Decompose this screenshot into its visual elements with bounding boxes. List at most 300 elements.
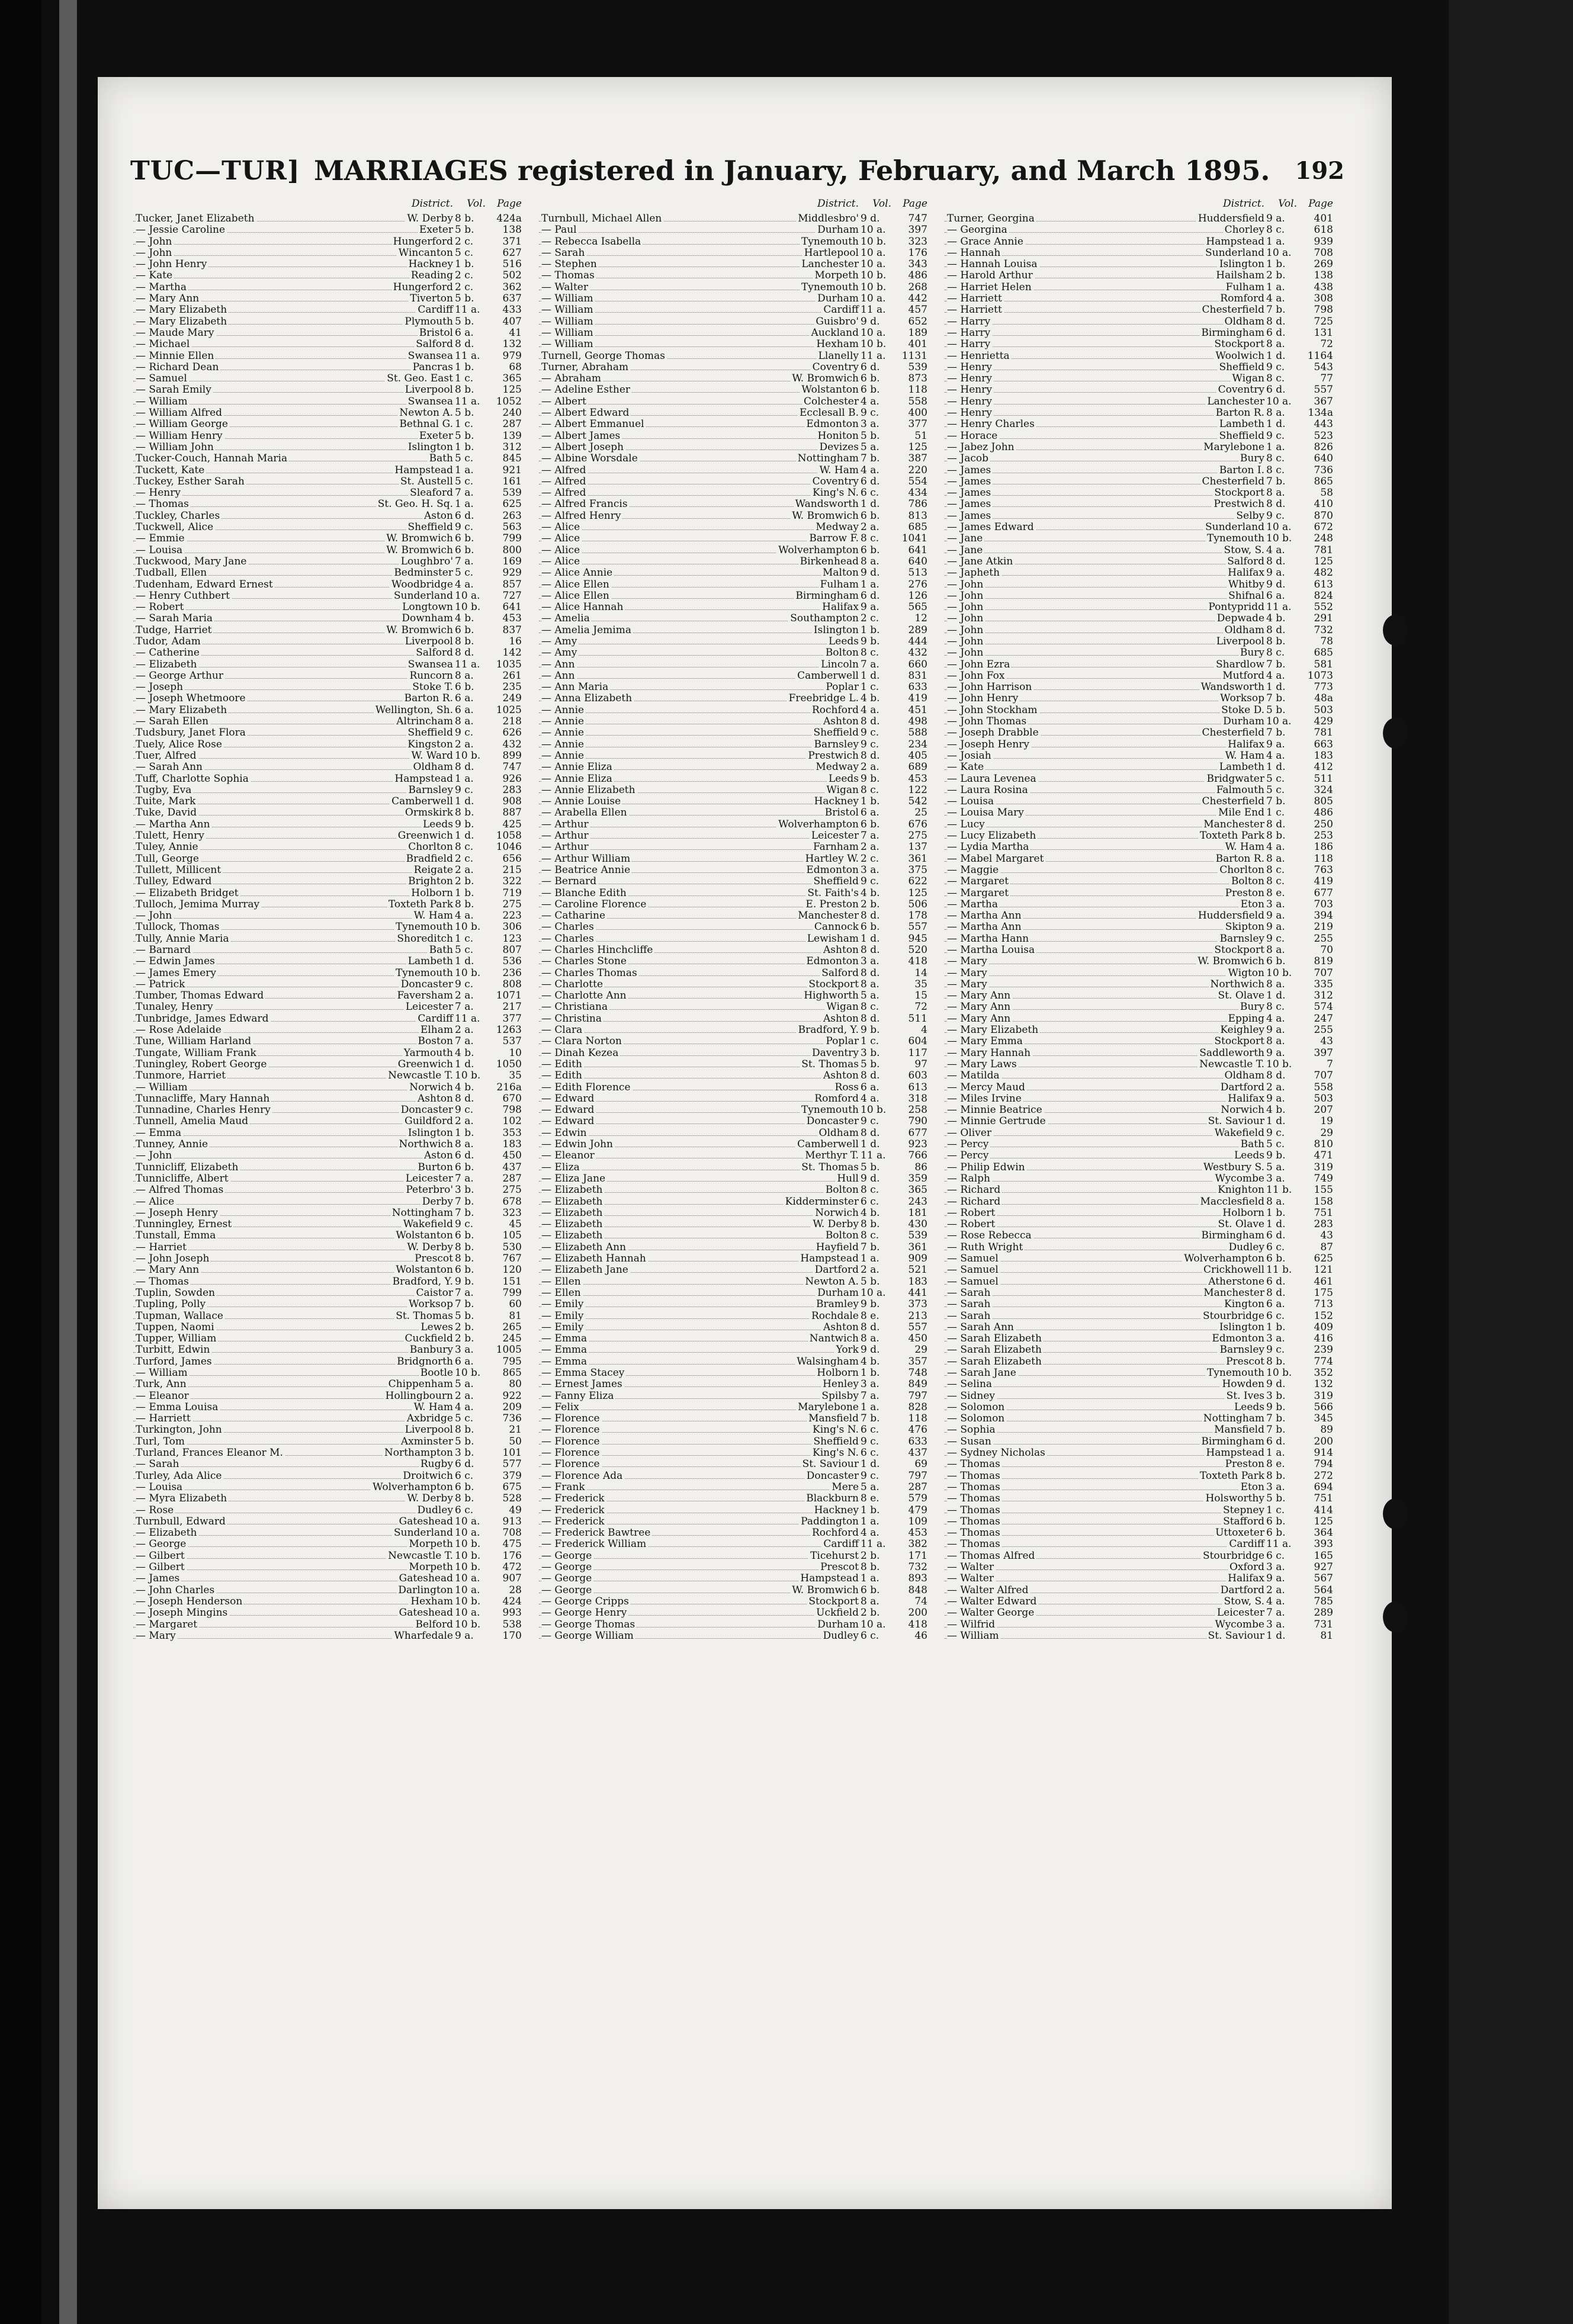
entry-page: 899 [502,750,522,762]
entry-volume: 7 a. [455,1287,474,1299]
entry-district: W. Derby [405,213,453,224]
index-entry [539,1219,930,1230]
index-entry [945,1493,1336,1504]
entry-district: Romford [813,1093,859,1105]
entry-name: — Emma [541,1356,589,1368]
entry-page: 577 [502,1459,522,1471]
entry-district: Tynemouth [394,968,453,979]
index-entry [539,1105,930,1116]
entry-volume: 3 a. [861,956,879,968]
entry-name: — Florence Ada [541,1471,624,1482]
entry-name: — Lydia Martha [947,842,1031,853]
entry-district: Birmingham [1199,328,1264,339]
index-entry [945,1116,1336,1127]
entry-page: 312 [502,441,522,453]
entry-page: 1052 [496,396,522,407]
entry-page: 125 [908,887,927,899]
entry-volume: 8 c. [861,1230,879,1242]
entry-volume: 5 b. [861,1276,880,1288]
entry-name: — Mary Laws [947,1059,1019,1070]
entry-name: Tuke, David [136,807,198,818]
entry-volume: 8 d. [861,716,880,728]
entry-name: Tunnicliff, Elizabeth [136,1162,240,1173]
entry-district: Mile End [1216,807,1264,818]
index-entry [133,1607,524,1619]
entry-page: 845 [502,453,522,465]
entry-volume: 1 a. [1266,441,1285,453]
entry-name: — Edward [541,1093,596,1105]
entry-page: 289 [908,624,927,636]
entry-district: Highworth [802,990,859,1001]
entry-district: Huddersfield [1196,213,1264,224]
entry-page: 523 [1314,430,1333,442]
entry-page: 101 [502,1447,522,1459]
entry-volume: 4 b. [861,1207,880,1219]
entry-district: Chorley [1223,224,1264,236]
entry-page: 613 [1314,579,1333,590]
index-entry [539,1230,930,1241]
entry-page: 269 [1314,259,1333,271]
entry-volume: 7 a. [455,1036,474,1048]
entry-district: Pontypridd [1206,602,1264,613]
entry-page: 361 [908,853,927,865]
entry-district: Morpeth [407,1539,454,1550]
entry-name: — Walter [947,1573,996,1584]
entry-volume: 8 a. [861,556,879,567]
entry-name: Tudsbury, Janet Flora [136,727,248,739]
entry-district: Doncaster [805,1471,859,1482]
index-entry [133,1596,524,1607]
entry-district: Durham [816,293,859,304]
entry-district: Holborn [1221,1208,1264,1219]
entry-page: 424 [502,1596,522,1607]
entry-name: — Henry [947,362,994,373]
entry-volume: 1 c. [861,1036,879,1048]
entry-district: Stow, S. [1222,545,1265,556]
entry-page: 567 [1314,1573,1333,1585]
index-entry [133,1059,524,1070]
entry-district: Tynemouth [800,1105,859,1116]
entry-name: Tullock, Thomas [136,922,221,933]
entry-page: 641 [502,602,522,614]
entry-district: Barton R. [1214,853,1264,865]
entry-name: — Florence [541,1413,602,1424]
entry-volume: 11 a. [455,396,480,407]
entry-name: — Edwin [541,1128,589,1139]
entry-district: Stockport [807,1596,859,1607]
index-entry [133,945,524,956]
entry-page: 633 [908,682,927,694]
entry-page: 1164 [1307,350,1333,362]
index-entry [945,396,1336,407]
index-entry [945,1482,1336,1493]
entry-district: Stockport [1212,945,1264,956]
entry-name: — Richard [947,1185,1002,1196]
entry-district: St. Geo. H. Sq. [376,499,453,510]
entry-name: — Minnie Beatrice [947,1105,1044,1116]
entry-district: Hexham [814,339,859,350]
entry-name: — Miles Irvine [947,1093,1023,1105]
entry-volume: 10 a. [861,224,886,236]
index-entry [945,442,1336,453]
entry-volume: 6 d. [1266,384,1286,396]
entry-volume: 7 a. [861,659,879,670]
entry-name: — Thomas [947,1471,1002,1482]
entry-district: Camberwell [390,796,453,807]
entry-volume: 1 d. [1266,682,1286,694]
entry-name: Tune, William Harland [136,1036,253,1047]
entry-volume: 1 b. [1266,259,1286,271]
index-entry [133,1036,524,1047]
entry-volume: 6 b. [1266,956,1286,968]
index-entry [945,888,1336,899]
entry-page: 261 [502,670,522,682]
entry-page: 50 [509,1436,522,1447]
entry-volume: 8 b. [1266,1470,1286,1482]
entry-page: 29 [1320,1127,1333,1139]
entry-name: — Henry Charles [947,419,1036,430]
entry-volume: 5 a. [1266,1161,1285,1173]
entry-page: 781 [1314,727,1333,739]
entry-volume: 2 a. [861,842,879,853]
entry-name: — Grace Annie [947,236,1025,248]
entry-name: Turford, James [136,1356,214,1368]
entry-page: 19 [1320,1116,1333,1128]
entry-name: — Alfred Thomas [136,1185,225,1196]
entry-page: 122 [908,784,927,796]
entry-district: Malton [821,567,859,579]
index-entry [945,865,1336,876]
index-entry [945,1253,1336,1264]
entry-name: — Walter George [947,1607,1036,1619]
entry-district: Cardiff [821,304,859,316]
entry-page: 345 [1314,1413,1333,1425]
entry-district: Coventry [811,362,859,373]
entry-volume: 11 a. [455,304,480,316]
entry-district: Southampton [788,613,859,624]
index-entry [133,533,524,544]
entry-name: — Charles [541,933,596,945]
index-entry [945,1013,1336,1025]
entry-volume: 9 c. [455,1219,474,1231]
entry-district: Bristol [823,807,859,818]
entry-page: 125 [1314,556,1333,567]
entry-district: Walsingham [795,1356,859,1368]
index-entry [133,442,524,453]
entry-district: Hungerford [391,236,453,248]
index-entry [133,1356,524,1368]
entry-name: Tudball, Ellen [136,567,208,579]
entry-name: — William [947,1630,1001,1642]
index-entry [133,224,524,236]
entry-page: 217 [502,1001,522,1013]
entry-volume: 6 b. [861,384,880,396]
entry-name: — Henrietta [947,351,1012,362]
entry-volume: 7 b. [455,1207,474,1219]
entry-district: St. Olave [1216,990,1264,1001]
entry-district: Hampstead [393,773,453,785]
entry-name: Turnell, George Thomas [541,351,667,362]
entry-page: 537 [502,1036,522,1048]
entry-volume: 1 c. [455,933,474,945]
entry-volume: 4 a. [1266,842,1285,853]
entry-volume: 4 a. [1266,750,1285,762]
entry-page: 708 [1314,247,1333,259]
entry-page: 418 [908,956,927,968]
entry-volume: 6 b. [861,922,880,933]
entry-volume: 5 a. [861,990,879,1002]
entry-name: — Susan [947,1436,993,1447]
entry-page: 503 [1314,1093,1333,1105]
entry-volume: 4 b. [1266,1105,1286,1116]
entry-volume: 5 c. [455,247,474,259]
entry-name: — George [136,1539,188,1550]
entry-district: Downham [400,613,453,624]
index-entry [133,1447,524,1459]
entry-name: — Thomas [947,1505,1002,1516]
entry-volume: 5 b. [455,293,474,305]
entry-district: Cannock [813,922,859,933]
entry-volume: 6 a. [455,1356,474,1368]
entry-district: Chesterfield [1200,727,1264,739]
entry-district: Nottingham [1202,1413,1264,1424]
entry-volume: 3 a. [1266,1333,1285,1345]
entry-name: — Harriett [947,293,1004,304]
index-entry [133,1264,524,1276]
entry-page: 1046 [496,842,522,853]
entry-district: Stoke T. [410,682,453,693]
index-entry [945,545,1336,556]
entry-volume: 6 d. [861,361,880,373]
entry-volume: 8 b. [455,635,474,647]
entry-volume: 8 c. [861,1001,879,1013]
entry-name: Tunnadine, Charles Henry [136,1105,272,1116]
entry-name: Tunbridge, James Edward [136,1013,271,1025]
entry-volume: 9 a. [1266,922,1285,933]
index-entry [539,727,930,739]
entry-name: Tuer, Alfred [136,750,198,762]
entry-name: — Elizabeth [136,1527,199,1539]
entry-volume: 6 d. [455,1150,474,1162]
entry-volume: 6 d. [861,590,880,602]
index-entry [133,1333,524,1344]
entry-name: — Emma [136,1128,183,1139]
entry-name: — John [136,236,174,248]
index-entry [539,1311,930,1322]
entry-page: 486 [1314,807,1333,819]
index-entry [133,899,524,910]
entry-district: Newton A. [803,1276,859,1288]
entry-district: Kidderminster [784,1196,859,1208]
entry-name: Tuckley, Charles [136,511,221,522]
index-entry [133,1368,524,1379]
entry-district: Mansfield [807,1413,859,1424]
index-entry [539,511,930,522]
entry-volume: 10 b. [1266,1058,1292,1070]
entry-volume: 9 a. [1266,567,1285,579]
entry-volume: 10 b. [861,270,887,282]
entry-name: — Emily [541,1311,585,1322]
entry-page: 243 [908,1196,927,1208]
index-entry [133,1471,524,1482]
entry-district: Wakefield [1213,1128,1264,1139]
index-entry [133,419,524,430]
entry-page: 813 [908,510,927,522]
entry-name: — Thomas [136,1276,191,1288]
entry-district: Lewisham [805,933,859,945]
index-entry [539,270,930,281]
entry-name: — Sarah Ann [136,762,204,773]
entry-volume: 5 b. [455,407,474,419]
entry-district: Devizes [818,442,859,453]
entry-page: 516 [502,259,522,271]
entry-district: Paddington [799,1516,859,1527]
entry-volume: 9 d. [1266,579,1286,590]
index-entry [945,511,1336,522]
index-entry [945,293,1336,304]
entry-volume: 8 c. [1266,373,1285,385]
entry-volume: 5 c. [1266,1139,1285,1151]
entry-name: Tucker-Couch, Hannah Maria [136,453,289,464]
entry-page: 773 [1314,682,1333,694]
entry-volume: 1 c. [1266,1504,1285,1516]
entry-volume: 8 b. [455,1241,474,1253]
index-entry [133,739,524,750]
index-entry [133,625,524,636]
entry-volume: 6 b. [455,1161,474,1173]
entry-district: St. Saviour [801,1459,859,1470]
entry-volume: 10 b. [455,1367,481,1379]
entry-name: — Bernard [541,876,598,887]
entry-district: King's N. [811,487,859,499]
entry-name: Tunningley, Ernest [136,1219,233,1230]
entry-page: 707 [1314,1070,1333,1082]
entry-district: Bath [428,945,453,956]
entry-name: — William [541,316,595,328]
entry-name: — Felix [541,1402,581,1413]
entry-page: 656 [502,853,522,865]
entry-name: — Florence [541,1447,602,1459]
entry-page: 306 [502,922,522,933]
index-entry [945,979,1336,990]
entry-name: — Albert [541,396,588,407]
index-entry [945,1391,1336,1402]
entry-district: Durham [1221,716,1264,727]
entry-page: 1073 [1307,670,1333,682]
index-entry [133,1219,524,1230]
index-entry [539,533,930,544]
entry-volume: 1 c. [861,682,879,694]
entry-page: 169 [502,556,522,567]
entry-volume: 4 a. [861,1527,879,1539]
entry-district: Eton [1239,1482,1264,1493]
entry-district: Bootle [419,1368,453,1379]
entry-page: 318 [908,1093,927,1105]
entry-volume: 8 b. [455,384,474,396]
entry-volume: 9 a. [1266,213,1285,224]
entry-name: — Mary Hannah [947,1048,1032,1059]
index-entry [945,351,1336,362]
entry-volume: 1 a. [861,579,879,590]
entry-district: Peterbro' [404,1185,453,1196]
entry-district: Llanelly [817,351,859,362]
entry-name: — Joseph Henry [947,739,1031,750]
entry-volume: 9 c. [861,1116,879,1128]
index-entry [539,693,930,704]
entry-volume: 6 b. [455,1230,474,1242]
entry-district: Bury [1238,647,1264,659]
entry-page: 97 [914,1058,927,1070]
entry-page: 810 [1314,1139,1333,1151]
entry-district: Norwich [407,1082,453,1093]
index-entry [539,556,930,567]
entry-volume: 9 c. [455,522,474,534]
entry-page: 511 [1314,773,1333,785]
entry-district: Doncaster [805,1116,859,1127]
entry-volume: 11 b. [1266,1264,1292,1276]
index-entry [945,1573,1336,1584]
entry-name: — Michael [136,339,191,350]
index-entry [945,1551,1336,1562]
entry-page: 530 [502,1241,522,1253]
entry-district: Stockport [1212,487,1264,499]
entry-volume: 8 b. [455,1493,474,1505]
entry-district: W. Bromwich [790,373,859,384]
entry-name: — Ann Maria [541,682,610,693]
entry-name: — Jane Atkin [947,556,1015,567]
index-entry [945,1299,1336,1310]
entry-district: Newton A. [397,407,453,419]
entry-district: Toxteth Park [1198,830,1264,842]
entry-page: 797 [908,1470,927,1482]
index-entry [133,888,524,899]
entry-district: Wolverhampton [1182,1253,1264,1264]
index-entry [945,282,1336,293]
entry-page: 618 [1314,224,1333,236]
entry-page: 51 [914,430,927,442]
entry-volume: 8 d. [455,647,474,659]
entry-district: Bolton [824,1185,859,1196]
entry-page: 685 [908,522,927,534]
entry-page: 558 [1314,1081,1333,1093]
entry-name: — Josiah [947,750,993,762]
entry-name: — James Emery [136,968,218,979]
entry-volume: 9 d. [861,213,880,224]
entry-page: 798 [1314,304,1333,316]
index-entry [945,339,1336,350]
index-entry [945,1607,1336,1619]
entry-district: Liverpool [403,384,453,396]
entry-district: Exeter [418,224,453,236]
entry-volume: 8 e. [861,1310,879,1322]
entry-volume: 8 a. [455,716,474,728]
entry-volume: 8 c. [1266,453,1285,465]
entry-district: Stafford [1221,1516,1264,1527]
index-entry [539,362,930,373]
entry-district: Burton [416,1162,453,1173]
entry-district: Ross [833,1082,859,1093]
entry-volume: 8 b. [1266,830,1286,842]
entry-district: Holborn [409,888,453,899]
entry-page: 276 [908,579,927,590]
entry-page: 16 [509,635,522,647]
scan-border-left [0,0,41,2324]
entry-district: Edmonton [804,419,859,430]
index-entry [539,1001,930,1013]
entry-volume: 2 a. [455,990,474,1002]
page-heading: Page [497,198,522,210]
entry-volume: 6 c. [861,487,879,499]
